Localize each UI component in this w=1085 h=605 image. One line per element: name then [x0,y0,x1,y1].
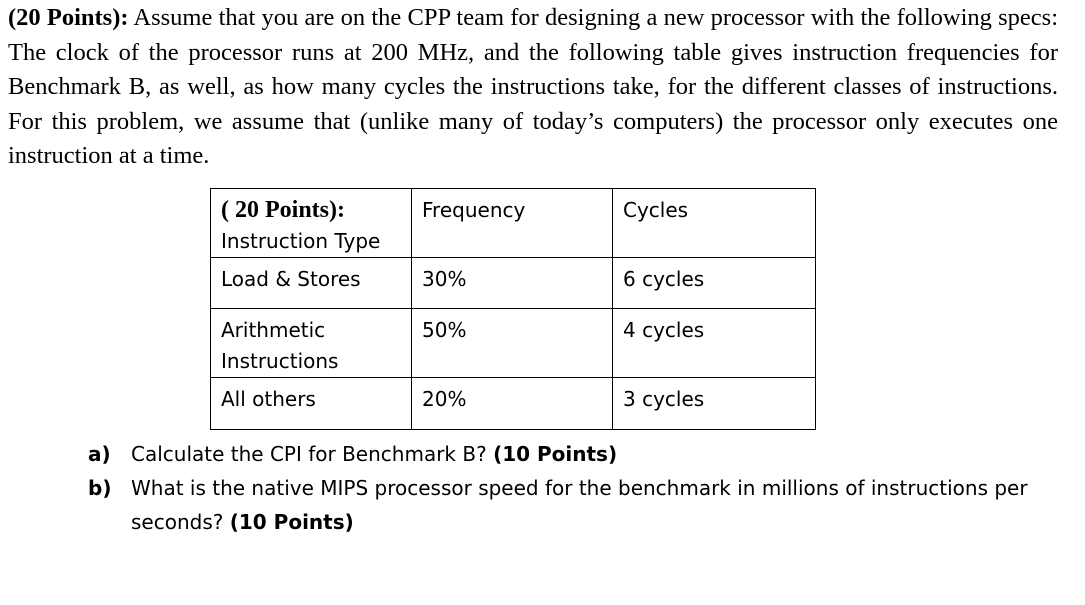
question-list [88,437,1048,539]
question-text [131,437,617,471]
cycles-value: 4 cycles [623,318,705,342]
instruction-type-cell [211,309,412,378]
header-frequency-label: Frequency [422,198,526,222]
frequency-cell [412,258,613,309]
frequency-cell [412,378,613,430]
table-row [211,309,816,378]
header-frequency-cell [412,189,613,258]
instruction-type-label: All others [221,387,316,411]
frequency-value: 50% [422,318,467,342]
header-instruction-type-cell [211,189,412,258]
frequency-value: 20% [422,387,467,411]
problem-points-label: (20 Points): [8,4,129,31]
header-cycles-label: Cycles [623,198,689,222]
cycles-cell [613,258,816,309]
cycles-cell [613,378,816,430]
question-points: (10 Points) [229,510,354,534]
cycles-value: 6 cycles [623,267,705,291]
problem-statement-text: Assume that you are on the CPP team for designing a new processor with the following specs: The clock of the processor runs at 200 MHz, and the following table gives instruction frequencies for Benchmark B, as well, as how many cycles the instructions take, for the different classes of instructions. For this problem, we assume that (unlike many of today’s computers) the processor only executes one instruction at a time. [8,4,1059,169]
question-body: What is the native MIPS processor speed for the benchmark in millions of instructions per seconds? [131,476,1028,534]
instruction-type-label: Load & Stores [221,267,361,291]
cycles-value: 3 cycles [623,387,705,411]
header-points-label: ( 20 Points): [221,197,345,223]
question-points: (10 Points) [493,442,618,466]
question-a [88,437,1048,471]
header-cycles-cell [613,189,816,258]
table-row [211,378,816,430]
instruction-type-label-line2: Instructions [221,349,339,373]
question-text [131,471,1048,539]
question-letter: b) [88,476,112,500]
question-b [88,471,1048,539]
frequency-cell [412,309,613,378]
frequency-value: 30% [422,267,467,291]
table-header-row [211,189,816,258]
cycles-cell [613,309,816,378]
instruction-type-cell [211,258,412,309]
instruction-type-cell [211,378,412,430]
header-instruction-type-label: Instruction Type [221,229,381,253]
question-letter: a) [88,442,111,466]
table-row [211,258,816,309]
question-body: Calculate the CPI for Benchmark B? [131,442,494,466]
instruction-frequency-table [210,188,816,430]
problem-statement [8,1,1058,174]
instruction-type-label: Arithmetic [221,318,326,342]
